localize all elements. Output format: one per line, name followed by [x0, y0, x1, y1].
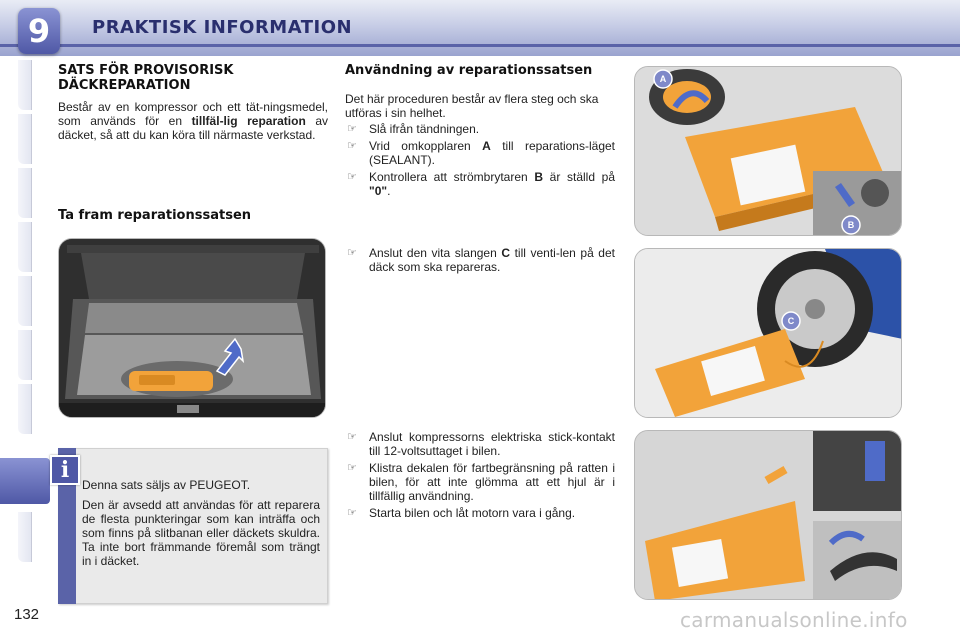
plug-sticker-photo: [634, 430, 902, 600]
usage-heading: Användning av reparationssatsen: [345, 63, 593, 78]
chapter-tab[interactable]: [18, 168, 32, 218]
bullet-hand-icon: ☞: [347, 171, 357, 183]
info-line-1: Denna sats säljs av PEUGEOT.: [82, 478, 251, 492]
bullet-hand-icon: ☞: [347, 247, 357, 259]
chapter-tab-active[interactable]: [0, 458, 50, 504]
section-title: SATS FÖR PROVISORISK DÄCKREPARATION: [58, 63, 234, 93]
step-connect-plug: ☞ Anslut kompressorns elektriska stick-kontakt till 12-voltsuttaget i bilen.: [347, 430, 615, 458]
chapter-tabs: [0, 56, 46, 576]
kit-switch-photo: [634, 66, 902, 236]
chapter-tab[interactable]: [18, 276, 32, 326]
label-a: A: [659, 74, 667, 84]
chapter-tab[interactable]: [18, 512, 32, 562]
subheading-retrieve-kit: Ta fram reparationssatsen: [58, 208, 252, 223]
bullet-hand-icon: ☞: [347, 462, 357, 474]
step-check-switch-b: ☞ Kontrollera att strömbrytaren B är ställd på "0".: [347, 170, 615, 198]
step-ignition-off: ☞ Slå ifrån tändningen.: [347, 122, 480, 136]
bullet-hand-icon: ☞: [347, 431, 357, 443]
step-speed-sticker: ☞ Klistra dekalen för fartbegränsning på ratten i bilen, för att inte glömma att ett hjul är i tillfällig användning.: [347, 461, 615, 503]
usage-intro: Det här proceduren består av flera steg och ska utföras i sin helhet.: [345, 92, 599, 120]
page-number: 132: [14, 606, 40, 623]
step-connect-hose-c: ☞ Anslut den vita slangen C till venti-len på det däck som ska repareras.: [347, 246, 615, 274]
bullet-hand-icon: ☞: [347, 140, 357, 152]
chapter-tab[interactable]: [18, 330, 32, 380]
chapter-tab[interactable]: [18, 114, 32, 164]
header-divider: [0, 44, 960, 47]
steps-list-a: [345, 122, 615, 201]
steps-list-c: [345, 246, 615, 277]
page-title: PRAKTISK INFORMATION: [92, 17, 353, 38]
step-turn-switch-a: ☞ Vrid omkopplaren A till reparations-läget (SEALANT).: [347, 139, 615, 167]
info-line-2: Den är avsedd att användas för att reparera de flesta punkteringar som kan inträffa och som finns på slitbanan eller däckets skuldra. Ta inte bort främmande föremål som trängt in i däcket.: [82, 498, 320, 568]
label-c: C: [787, 316, 795, 326]
bullet-hand-icon: ☞: [347, 123, 357, 135]
chapter-tab[interactable]: [18, 222, 32, 272]
chapter-tab[interactable]: [18, 384, 32, 434]
info-icon: i: [50, 455, 80, 485]
chapter-tab[interactable]: [18, 60, 32, 110]
chapter-badge: 9: [18, 8, 60, 54]
intro-paragraph: Består av en kompressor och ett tät-ningsmedel, som används för en tillfäl-lig reparation av däcket, så att du kan köra till närmaste verkstad.: [58, 100, 328, 142]
hose-tyre-photo: [634, 248, 902, 418]
bullet-hand-icon: ☞: [347, 507, 357, 519]
step-start-engine: ☞ Starta bilen och låt motorn vara i gång.: [347, 506, 576, 520]
trunk-photo: [58, 238, 326, 418]
label-b: B: [847, 220, 855, 230]
watermark: carmanualsonline.info: [680, 608, 908, 632]
steps-list-d: [345, 430, 615, 523]
